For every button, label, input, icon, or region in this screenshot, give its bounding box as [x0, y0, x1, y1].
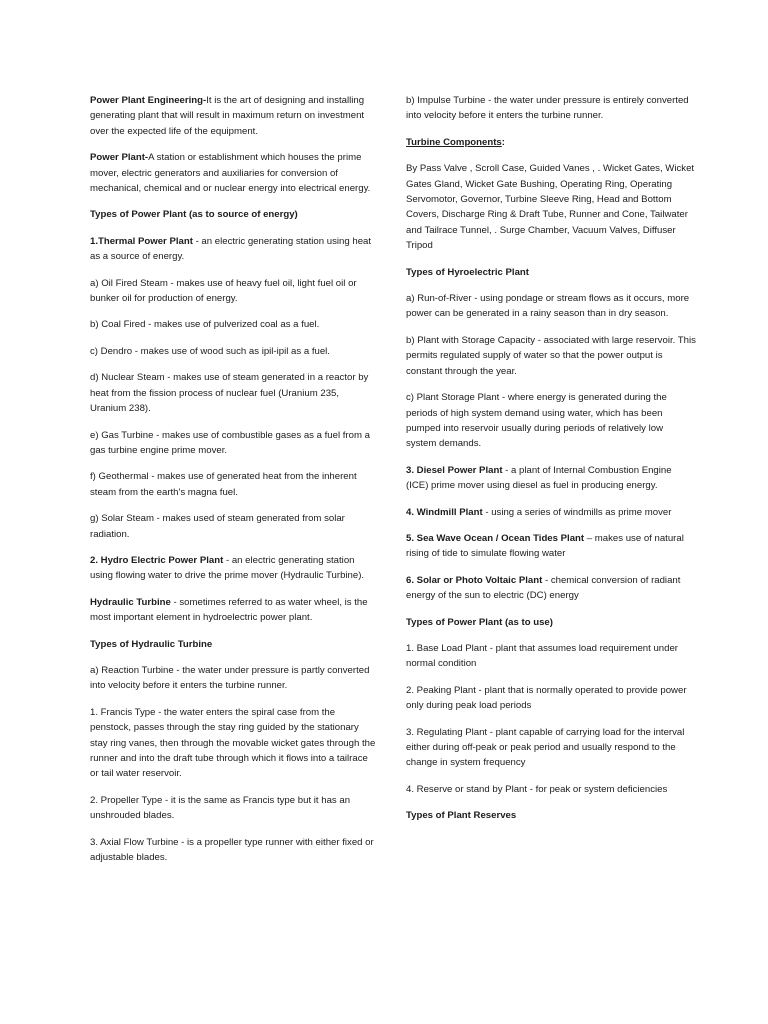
paragraph-diesel: 3. Diesel Power Plant - a plant of Internal Combustion Engine (ICE) prime mover using diesel as fuel in producing energy.	[406, 464, 672, 492]
item-gas-turbine: e) Gas Turbine - makes use of combustible gases as a fuel from a gas turbine engine prime mover.	[90, 429, 370, 456]
item-reserve: 4. Reserve or stand by Plant - for peak or system deficiencies	[406, 783, 668, 795]
paragraph-turbine-components: By Pass Valve , Scroll Case, Guided Vanes , . Wicket Gates, Wicket Gates Gland, Wicket Gate Bushing, Operating Ring, Operating Servomotor, Governor, Turbine Sleeve Ring, Head and Bottom Covers, Discharge Ring & Draft Tube, Runner and Cone, Tailwater and Tailrace Tunnel, . Surge Chamber, Vacuum Valves, Diffuser Tripod	[406, 163, 695, 252]
item-solar-steam: g) Solar Steam - makes used of steam generated from solar radiation.	[90, 513, 345, 540]
item-base-load: 1. Base Load Plant - plant that assumes load requirement under normal condition	[406, 642, 678, 670]
right-column	[406, 93, 696, 835]
term-hydraulic-turbine: Hydraulic Turbine	[90, 596, 171, 608]
term-sea-wave: 5. Sea Wave Ocean / Ocean Tides Plant	[406, 532, 585, 544]
item-geothermal: f) Geothermal - makes use of generated heat from the inherent steam from the earth's magna fuel.	[90, 471, 357, 498]
paragraph-solar-pv: 6. Solar or Photo Voltaic Plant - chemical conversion of radiant energy of the sun to electric (DC) energy	[406, 574, 681, 602]
term-thermal: 1.Thermal Power Plant	[90, 235, 193, 247]
term-windmill: 4. Windmill Plant	[406, 506, 483, 518]
term-diesel: 3. Diesel Power Plant	[406, 464, 503, 476]
term-solar-pv: 6. Solar or Photo Voltaic Plant	[406, 574, 543, 586]
heading-types-by-use: Types of Power Plant (as to use)	[406, 616, 553, 628]
paragraph-hydro: 2. Hydro Electric Power Plant - an electric generating station using flowing water to drive the prime mover (Hydraulic Turbine).	[90, 554, 365, 582]
item-oil-fired: a) Oil Fired Steam - makes use of heavy fuel oil, light fuel oil or bunker oil for production of energy.	[90, 277, 357, 305]
item-axial-flow: 3. Axial Flow Turbine - is a propeller type runner with either fixed or adjustable blades.	[90, 836, 374, 864]
item-peaking: 2. Peaking Plant - plant that is normally operated to provide power only during peak load periods	[406, 684, 687, 712]
left-column	[90, 93, 376, 876]
item-francis: 1. Francis Type - the water enters the spiral case from the penstock, passes through the stay ring guided by the stationary stay ring vanes, then through the movable wicket gates through the runner and into the draft tube through which it flows into a tailrace or tail water reservoir.	[90, 706, 376, 780]
paragraph-power-plant-engineering: Power Plant Engineering-It is the art of designing and installing generating plant that will result in maximum return on investment over the expected life of the equipment.	[90, 95, 365, 137]
item-plant-storage: c) Plant Storage Plant - where energy is generated during the periods of high system demand using water, which has been pumped into reservoir usually during periods of relatively low system demands.	[406, 392, 667, 450]
term-power-plant: Power Plant-	[90, 152, 149, 164]
term-power-plant-engineering: Power Plant Engineering-	[90, 95, 207, 106]
item-coal-fired: b) Coal Fired - makes use of pulverized coal as a fuel.	[90, 319, 320, 331]
paragraph-sea-wave: 5. Sea Wave Ocean / Ocean Tides Plant – makes use of natural rising of tide to simulate flowing water	[406, 532, 684, 560]
item-dendro: c) Dendro - makes use of wood such as ipil-ipil as a fuel.	[90, 345, 330, 357]
item-reaction-turbine: a) Reaction Turbine - the water under pressure is partly converted into velocity before it enters the turbine runner.	[90, 664, 370, 692]
heading-plant-reserves: Types of Plant Reserves	[406, 810, 517, 822]
heading-types-by-source: Types of Power Plant (as to source of energy)	[90, 209, 298, 221]
item-impulse-turbine: b) Impulse Turbine - the water under pressure is entirely converted into velocity before it enters the turbine runner.	[406, 95, 689, 122]
paragraph-thermal: 1.Thermal Power Plant - an electric generating station using heat as a source of energy.	[90, 235, 372, 263]
heading-types-hydroelectric: Types of Hyroelectric Plant	[406, 266, 529, 278]
heading-types-hydraulic-turbine: Types of Hydraulic Turbine	[90, 638, 213, 650]
paragraph-hydraulic-turbine: Hydraulic Turbine - sometimes referred to as water wheel, is the most important element in hydroelectric power plant.	[90, 596, 368, 624]
paragraph-power-plant: Power Plant-A station or establishment which houses the prime mover, electric generators and auxiliaries for conversion of mechanical, chemical and or nuclear energy into electrical energy.	[90, 152, 371, 195]
item-storage-capacity: b) Plant with Storage Capacity - associated with large reservoir. This permits regulated supply of water so that the power output is constant through the year.	[406, 334, 696, 377]
item-nuclear: d) Nuclear Steam - makes use of steam generated in a reactor by heat from the fission process of nuclear fuel (Uranium 235, Uranium 238).	[90, 372, 369, 415]
item-run-of-river: a) Run-of-River - using pondage or stream flows as it occurs, more power can be generated in a rainy season than in dry season.	[406, 293, 690, 320]
item-propeller: 2. Propeller Type - it is the same as Francis type but it has an unshrouded blades.	[90, 794, 351, 822]
item-regulating: 3. Regulating Plant - plant capable of carrying load for the interval either during off-peak or peak period and usually respond to the change in system frequency	[406, 726, 685, 769]
term-hydro: 2. Hydro Electric Power Plant	[90, 554, 224, 566]
heading-turbine-components: Turbine Components:	[406, 136, 505, 148]
paragraph-windmill: 4. Windmill Plant - using a series of windmills as prime mover	[406, 506, 672, 518]
